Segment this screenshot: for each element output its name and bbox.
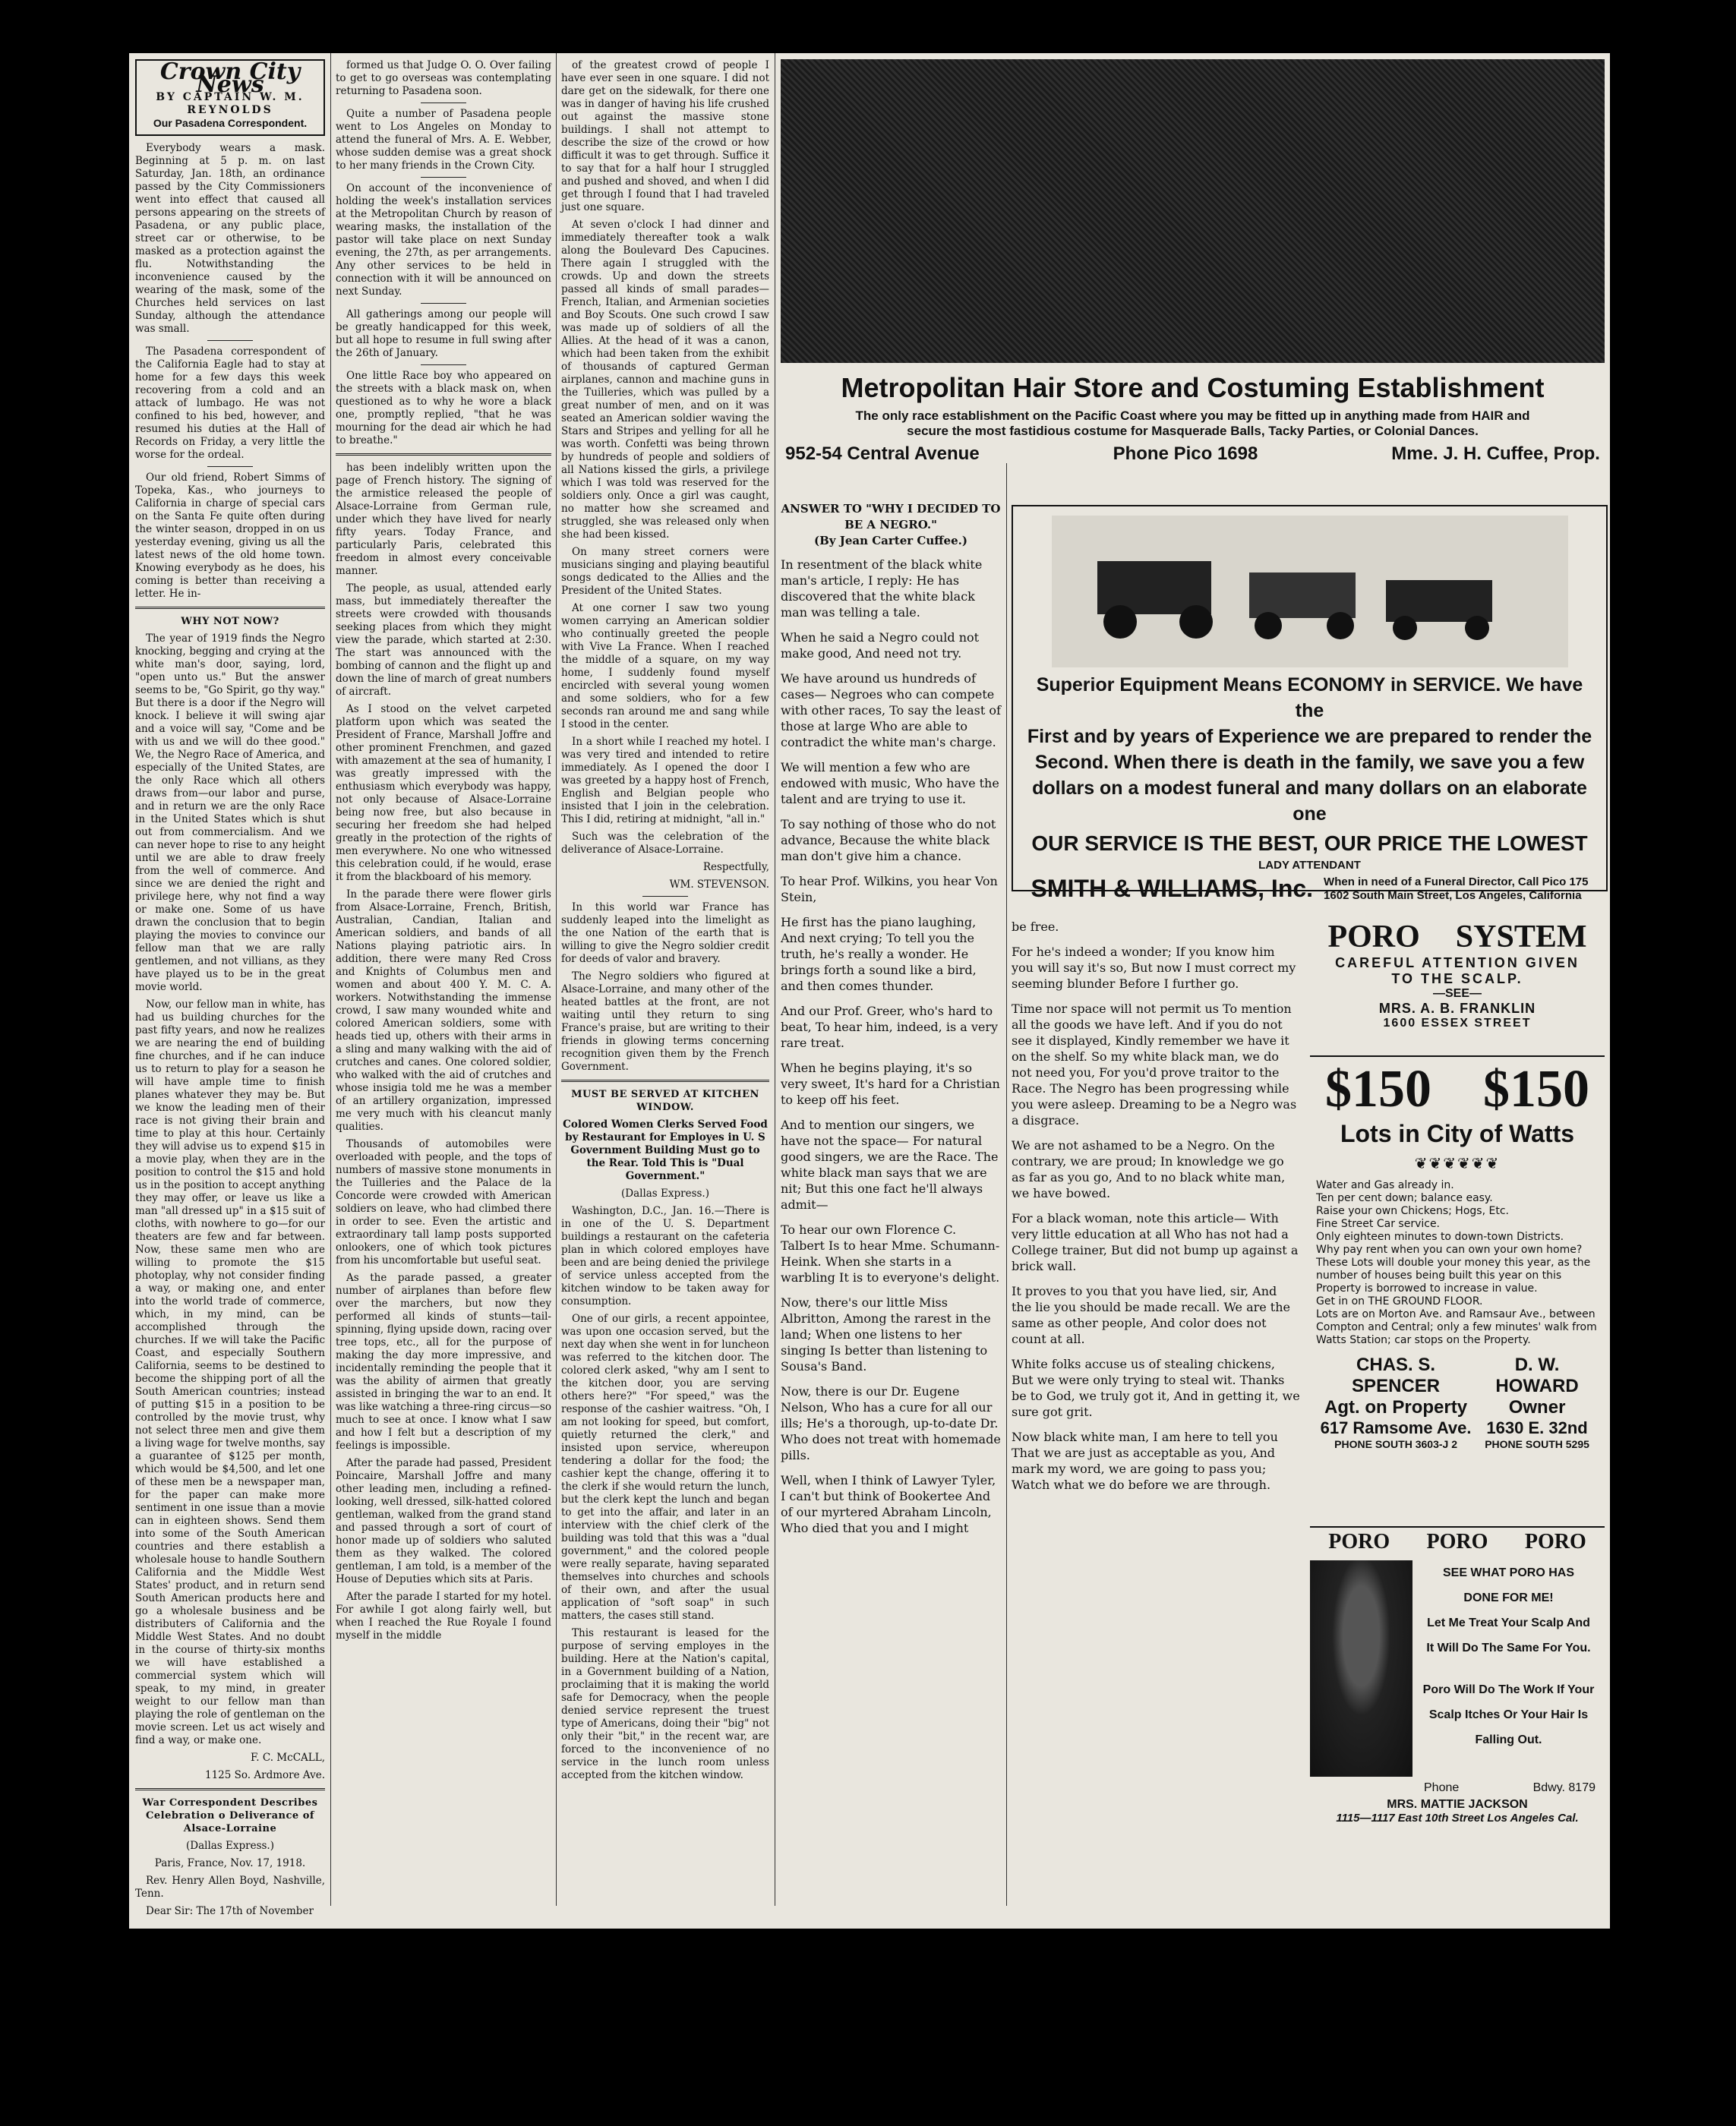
funeral-line: Superior Equipment Means ECONOMY in SERVICE. We have the: [1036, 674, 1583, 721]
paragraph: In a short while I reached my hotel. I was very tired and intended to retire immediately. As I opened the door I was greeted by a happy host of French, English and Belgian people who insisted that I join in the celebration. This I did, retiring at midnight, "all in.": [561, 736, 769, 825]
poem-stanza: When he begins playing, it's so very sweet, It's hard for a Christian to keep off his feet.: [781, 1061, 1000, 1107]
funeral-ad-text: [1013, 672, 1606, 827]
poem-stanza: be free.: [1012, 919, 1059, 934]
paragraph: formed us that Judge O. O. Over failing to get to go overseas was contemplating returning to Pasadena soon.: [336, 59, 551, 97]
source-credit: (Dallas Express.): [620, 1188, 709, 1200]
paragraph: The Pasadena correspondent of the California Eagle had to stay at home for a few days this week recovering from a cold and an attack of lumbago. He was not confined to his bed, however, and resumed his duties at the Hall of Records on Friday, a very little the worse for the ordeal.: [135, 345, 325, 461]
poem-stanza: Time nor space will not permit us To mention all the goods we have left. And if you do not see it displayed, Kindly remember we have it on the shelf. So my white black man, we do not need you, For you'd prove traitor to the Race. The Negro has been progressing while you were asleep. Dreaming to be a Negro was a disgrace.: [1012, 1001, 1297, 1128]
poro-subtitle: TO THE SCALP.: [1391, 971, 1523, 986]
poem-stanza: We are not ashamed to be a Negro. On the contrary, we are proud; In knowledge we go as far as you go, And to no black white man, we have bowed.: [1012, 1138, 1286, 1200]
poem-stanza: And to mention our singers, we have not the space— For natural good singers, we are the Race. The white black man says that we are nit; But this one fact he'll always admit—: [781, 1118, 999, 1212]
jackson-text: [1412, 1560, 1605, 1777]
poem-right: [1012, 919, 1300, 1906]
jackson-headers: [1310, 1530, 1605, 1554]
jackson-phone: [1310, 1777, 1605, 1795]
jackson-line: It Will Do The Same For You.: [1426, 1642, 1591, 1654]
newspaper-page: [129, 53, 1610, 1929]
owner-phone: PHONE SOUTH 5295: [1485, 1438, 1589, 1450]
column-divider: [556, 53, 557, 1906]
paragraph: Our old friend, Robert Simms of Topeka, Kas., who journeys to California in charge of special cars on the Santa Fe quite often during the winter season, dropped in on us yesterday evening, giving us all the latest news of the old home town. Knowing everybody as he does, his coming is better than receiving a letter. He in-: [135, 472, 325, 600]
funeral-line: First and by years of Experience we are prepared to render the: [1027, 726, 1592, 747]
paragraph: After the parade I started for my hotel. For awhile I got along fairly well, but when I reached the Rue Royale I found myself in the middle: [336, 1591, 551, 1642]
column-divider: [330, 53, 331, 1906]
poem-stanza: Now, there's our little Miss Albritton, Among the rarest in the land; When one listens to her singing Is better than listening to Sousa's Band.: [781, 1295, 991, 1374]
masthead-title: Crown City News: [159, 58, 301, 98]
jackson-line: Falling Out.: [1475, 1733, 1542, 1746]
lots-details: [1310, 1179, 1605, 1347]
poro-subtitle: CAREFUL ATTENTION GIVEN: [1335, 955, 1580, 970]
funeral-footer: [1013, 875, 1606, 903]
article-headline: War Correspondent Describes Celebration o Deliverance of Alsace-Lorraine: [142, 1797, 318, 1834]
portrait-photo: [1310, 1560, 1412, 1777]
paragraph: The year of 1919 finds the Negro knocking, begging and crying at the white man's door, saying, lord, "open unto us." But the answer seems to be, "Go Spirit, go thy way." But there is a door if the Negro will knock. I believe it will swing ajar and a voice will say, "Come and be with us and we will do thee good." We, the Negro Race of America, and especially of the United States, are the only Race which all others draws from—our labor and purse, and in return we are the only Race in the United States which is shut out from commercialism. And we can never hope to rise to any height until we are able to draw freely from the well of commerce. And since we are denied the right and privilege here, why not find a way or make one. Some of us have drawn the conclusion that to begin playing the movies to convince our fellow man that we are rally gentlemen, and not villians, as they have played us to be in the great movie world.: [135, 632, 325, 993]
funeral-line: dollars on a modest funeral and many dollars on an elaborate one: [1032, 778, 1587, 825]
section-rule: [336, 453, 551, 456]
lots-line: Get in on THE GROUND FLOOR.: [1316, 1295, 1483, 1307]
watts-lots-ad: [1310, 1059, 1605, 1528]
paragraph: has been indelibly written upon the page of French history. The signing of the armistice released the people of Alsace-Lorraine from German rule, under which they have lived for nearly fifty years. Today France, and particularly Paris, celebrated this freedom in almost every conceivable manner.: [336, 462, 551, 577]
lots-prices: [1310, 1059, 1605, 1120]
poem-stanza: We have around us hundreds of cases— Negroes who can compete with other races, To say the least of those at large Who are able to contradict the white man's charge.: [781, 671, 1001, 749]
lots-line: Only eighteen minutes to down-town Districts.: [1316, 1231, 1564, 1243]
poro-header: PORO: [1524, 1530, 1586, 1553]
poem-stanza: He first has the piano laughing, And next crying; To tell you the truth, he's really a wonder. He brings forth a sound like a bird, and then comes thunder.: [781, 915, 977, 993]
lots-price: $150: [1483, 1060, 1589, 1118]
owner-name: D. W. HOWARD: [1495, 1355, 1579, 1396]
poro-header: PORO: [1426, 1530, 1488, 1553]
column-1: [135, 58, 325, 1917]
paragraph: This restaurant is leased for the purpose of serving employes in the building. Here at the Nation's capital, in a Government building of a Nation, proclaiming that it is making the world safe for Democracy, when the people denied service represent the truest type of Americans, doing their "big" not only their "bit," in the recent war, are forced to the inconvenience of no service in the lunch room unless accepted from the kitchen window.: [561, 1627, 769, 1781]
poem-stanza: When he said a Negro could not make good, And need not try.: [781, 630, 980, 661]
funeral-attendant: LADY ATTENDANT: [1258, 859, 1361, 872]
poem-stanza: To hear Prof. Wilkins, you hear Von Stein,: [781, 874, 998, 904]
poem-stanza: For a black woman, note this article— With very little education at all Who has not had a College trainer, But did not bump up against a brick wall.: [1012, 1211, 1299, 1273]
lots-line: Lots are on Morton Ave. and Ramsaur Ave., between Compton and Central; only a few minutes' walk from Watts Station; car stops on the Property.: [1316, 1308, 1597, 1346]
agent-phone: PHONE SOUTH 3603-J 2: [1334, 1438, 1457, 1450]
hair-store-photo: [781, 59, 1605, 363]
paragraph: Thousands of automobiles were overloaded with people, and the tops of numbers of massive stone monuments in the Tuilleries and the Palace de la Concorde were crowded with American soldiers on leave, who had climbed there in order to see. Even the artistic and extraordinary tall lamp posts supported onlookers, one of which took pictures from his uncomfortable but useful seat.: [336, 1138, 551, 1266]
article-subhead: Colored Women Clerks Served Food by Restaurant for Employes in U. S Government Building Must go to the Rear. Told This is "Dual Government.": [563, 1118, 768, 1182]
paragraph: After the parade had passed, President Poincaire, Marshall Joffre and many other leading men, including a refined-looking, well dressed, silk-hatted colored gentleman, walked from the grand stand and passed through a sort of court of honor made up of soldiers who saluted them as they walked. The colored gentleman, I am told, is a member of the House of Deputies which sits at Paris.: [336, 1457, 551, 1585]
jackson-name: MRS. MATTIE JACKSON: [1387, 1798, 1528, 1811]
lots-line: Raise your own Chickens; Hogs, Etc.: [1316, 1205, 1509, 1217]
poem-stanza: And our Prof. Greer, who's hard to beat, To hear him, indeed, is a very rare treat.: [781, 1004, 999, 1050]
paragraph: Everybody wears a mask. Beginning at 5 p. m. on last Saturday, Jan. 18th, an ordinance passed by the City Commissioners went into effect that caused all persons appearing on the streets of Pasadena, or any public place, street car or otherwise, to be masked as a protection against the flu. Notwithstanding the inconvenience caused by the wearing of the mask, some of the Churches held services on last Sunday, although the attendance was small.: [135, 142, 325, 335]
funeral-ad: [1012, 505, 1608, 902]
poro-see: —SEE—: [1432, 987, 1482, 1000]
section-rule: [135, 607, 325, 609]
owner-role: Owner: [1508, 1397, 1566, 1418]
jackson-line: Scalp Itches Or Your Hair Is: [1428, 1708, 1589, 1721]
lots-line: Ten per cent down; balance easy.: [1316, 1192, 1493, 1204]
paragraph: As I stood on the velvet carpeted platform upon which was seated the President of France, Marshall Joffre and other prominent Frenchmen, and gazed with amazement at the sea of humanity, I was greatly impressed with the enthusiasm which everybody was happy, not only because of Alsace-Lorraine being now free, but also because in securing her freedom she had helped greatly in the protection of the rights of men everywhere. No one who witnessed this celebration could, if he would, erase it from the blackboard of his memory.: [336, 703, 551, 883]
paragraph: Such was the celebration of the deliverance of Alsace-Lorraine.: [561, 831, 769, 856]
funeral-contact: [1324, 875, 1588, 903]
poem-stanza: Now black white man, I am here to tell you That we are just as acceptable as you, And mark my word, we are going to pass you; Watch what we do before we are through.: [1012, 1430, 1278, 1492]
paragraph: On many street corners were musicians singing and playing beautiful songs dedicated to the Allies and the President of the United States.: [561, 546, 769, 597]
paragraph: One little Race boy who appeared on the streets with a black mask on, when questioned as to why he wore a black one, promptly replied, "that he was mourning for the dead air which he had to breathe.": [336, 370, 551, 446]
column-3: [561, 59, 769, 1904]
article-headline: MUST BE SERVED AT KITCHEN WINDOW.: [571, 1089, 759, 1113]
jackson-line: DONE FOR ME!: [1463, 1591, 1554, 1604]
article-headline: WHY NOT NOW?: [181, 616, 279, 627]
hearse-icon: [1052, 516, 1568, 667]
paragraph: The Negro soldiers who figured at Alsace-Lorraine, and many other of the heated battles at the front, are not waiting until they return to sing France's praise, but are writing to their friends in glowing terms concerning recognition given them by the French Government.: [561, 970, 769, 1073]
agent-name: CHAS. S. SPENCER: [1352, 1355, 1441, 1396]
poro-title: [1310, 919, 1605, 955]
poem-stanza: In resentment of the black white man's article, I reply: He has discovered that the white black man was telling a tale.: [781, 557, 983, 620]
section-rule: [561, 1080, 769, 1082]
jackson-line: SEE WHAT PORO HAS: [1442, 1566, 1575, 1579]
spacer: [1412, 1661, 1605, 1677]
jackson-body: [1310, 1560, 1605, 1777]
addressee: Rev. Henry Allen Boyd, Nashville, Tenn.: [135, 1875, 325, 1900]
lots-line: Why pay rent when you can own your own home?: [1316, 1244, 1583, 1256]
lots-price: $150: [1325, 1060, 1431, 1118]
paragraph: Now, our fellow man in white, has had us building churches for the past fifty years, and now he realizes we are nearing the end of building fine churches, and if he can induce us to return to play for a season he will have ample time to finish planes whatever they may be. But we know the leading men of their race is not giving their brain and time to play at this hour. Certainly they will advise us to expend $15 in a movie play, when they are in the position to control the $15 and hold us in the position to accept anything they may offer, or leave us like a man "all dressed up" in a $15 suit of cloths, with nowhere to go—for our theaters are few and far between. Now, these same men who are willing to promote the $15 photoplay, why not consider finding a way, or making one, and enter into the world trade of commerce, which, in my mind, can be accomplished through the churches. If we will take the Pacific Coast, and especially Southern California, seems to be destined to become the shipping port of all the South American countries; instead of putting $15 in a position to be controlled by the movie trust, why not select three men and give them a living wage for twelve months, say a guarantee of $125 per month, which would be $4,500, and let one of these men be a newspaper man, for the paper can make more sentiment in one issue than a movie can in eighteen shows. Send them into some of the South American countries and there establish a wholesale house to handle Southern California and the Middle West States' product, and in return send South American products here and go a wholesale business and be distributers of California and the Middle West States. And no doubt in the course of thirty-six months we will have established a commercial system which will speak, to my mind, in greater weight to our fellow man than playing the role of gentleman on the movie screen. Let us act wisely and find a way, or make one.: [135, 998, 325, 1746]
hair-store-line: The only race establishment on the Pacific Coast where you may be fitted up in anything made from HAIR and: [855, 408, 1530, 423]
jackson-address: 1115—1117 East 10th Street Los Angeles Cal.: [1336, 1812, 1579, 1825]
paragraph: In this world war France has suddenly leaped into the limelight as the one Nation of the earth that is willing to give the Negro soldier credit for deeds of valor and bravery.: [561, 901, 769, 965]
paragraph: As the parade passed, a greater number of airplanes than before flew over the marchers, but now they performed all kinds of stunts—tail-spinning, flying upside down, racing over tree tops, etc., all for the purpose of making the day more impressive, and incidentally reminding the people that it was the ability of airmen that greatly assisted in bringing the war to an end. It was like watching a three-ring circus—so much to see at once. I know what I saw and how I felt but a description of my feelings is impossible.: [336, 1272, 551, 1452]
hair-store-proprietor: Mme. J. H. Cuffee, Prop.: [1391, 443, 1600, 464]
poem-stanza: Now, there is our Dr. Eugene Nelson, Who has a cure for all our ills; He's a thorough, up-to-date Dr. Who does not treat with homemade pills.: [781, 1384, 1001, 1462]
paragraph: One of our girls, a recent appointee, was upon one occasion served, but the next day when she went in for luncheon was referred to the kitchen door. The colored clerk asked, "why am I sent to the kitchen door, you are serving others here?" "For speed," was the response of the cashier waitress. "Oh, I am not looking for speed, but comfort, quietly returned the clerk," and insisted upon service, whereupon tendering a dollar for the food; the cashier kept the change, offering it to the clerk if she would return the lunch, but the clerk kept the lunch and began to get into the affair, and later in an interview with the chief clerk of the building was told that this was a "dual government," and the colored people were really separate, having separated themselves into churches and schools of their own, and after the usual application of "soft soap" in such matters, the cases still stand.: [561, 1313, 769, 1622]
paragraph: At seven o'clock I had dinner and immediately thereafter took a walk along the Boulevard Des Capucines. There again I struggled with the crowds. Up and down the streets passed all kinds of small parades—French, Italian, and Armenian societies and Boy Scouts. One such crowd I saw was made up of soldiers of all the Allies. At the head of it was a canon, which had been taken from the exhibit of thousands of captured German airplanes, cannon and machine guns in the Tuilleries, which was pulled by a great number of men, and on it was seated an American soldier waving the Stars and Stripes and yelling for all he was worth. Confetti was being thrown by hundreds of people and soldiers of all Nations kissed the girls, a privilege which I was told was reserved for the soldiers only. Once a girl was caught, no matter how she screamed and struggled, she was released only when she had been kissed.: [561, 219, 769, 541]
owner-address: 1630 E. 32nd: [1486, 1418, 1588, 1437]
poem-left: [781, 501, 1001, 1906]
hair-store-title: Metropolitan Hair Store and Costuming Establishment: [841, 372, 1545, 403]
crown-city-masthead: [135, 59, 325, 136]
poro-title-word: SYSTEM: [1455, 919, 1587, 954]
lots-headline: Lots in City of Watts: [1340, 1120, 1575, 1147]
section-rule: [135, 1788, 325, 1790]
lots-line: Water and Gas already in.: [1316, 1179, 1454, 1191]
hair-store-ad: [781, 366, 1605, 464]
poem-stanza: For he's indeed a wonder; If you know him you will say it's so, But now I must correct my seeming blunder Before I further go.: [1012, 945, 1296, 991]
jackson-line: Let Me Treat Your Scalp And: [1427, 1617, 1590, 1629]
lots-contacts: [1310, 1347, 1605, 1450]
divider: [642, 896, 688, 897]
paragraph: In the parade there were flower girls from Alsace-Lorraine, French, British, Australian, Candian, Italian and American soldiers, and bands of all Nations playing patriotic airs. In addition, there were many Red Cross and Knights of Columbus men and women and about 400 Y. M. C. A. workers. Notwithstanding the immense crowd, I saw many wounded white and colored American soldiers, some with heads tied up, others with their arms in a sling and many walking with the aid of crutches and canes. One colored soldier, who walked with the aid of crutches and whose insigia told me he was a member of an artillery organization, impressed me very much with his cleancut manly qualities.: [336, 888, 551, 1133]
poro-address: 1600 ESSEX STREET: [1383, 1017, 1532, 1030]
ornament-divider: ❦❦❦❦❦❦: [1414, 1156, 1501, 1172]
hair-store-address: 952-54 Central Avenue: [785, 443, 980, 464]
lots-agent: [1316, 1355, 1476, 1450]
poem-title: ANSWER TO "WHY I DECIDED TO BE A NEGRO.": [781, 502, 1001, 532]
divider: [421, 364, 466, 365]
poro-title-word: PORO: [1327, 919, 1420, 954]
paragraph: At one corner I saw two young women carrying an American soldier who continually greeted the people with Vive La France. When I reached the middle of a square, on my way home, I suddenly found myself encircled with several young women and some soldiers, who for a few seconds ran around me and sang while I stood in the center.: [561, 602, 769, 730]
signature: F. C. McCALL,: [251, 1752, 325, 1764]
salutation: Dear Sir: The 17th of November: [146, 1905, 314, 1917]
paragraph: The people, as usual, attended early mass, but immediately thereafter the streets were crowded with thousands seeking places from which they might view the parade, which started at 2:30. The start was announced with the bombing of cannon and the flight up and down the line of march of great numbers of aircraft.: [336, 582, 551, 698]
lots-line: These Lots will double your money this year, as the number of houses being built this year on this Property is borrowed to increase in value.: [1316, 1257, 1591, 1295]
signature-address: 1125 So. Ardmore Ave.: [205, 1769, 325, 1781]
column-divider: [1006, 463, 1007, 1906]
paragraph: All gatherings among our people will be greatly handicapped for this week, but all hope to resume in full swing after the 26th of January.: [336, 308, 551, 359]
automobile-photo: [1052, 516, 1568, 667]
funeral-note: When in need of a Funeral Director, Call Pico 175: [1324, 875, 1589, 888]
jackson-line: Poro Will Do The Work If Your: [1422, 1683, 1595, 1696]
divider: [421, 177, 466, 178]
lots-owner: [1476, 1355, 1599, 1450]
divider: [207, 340, 253, 341]
poem-stanza: White folks accuse us of stealing chickens, But we were only trying to steal wit. Thanks be to God, we truly got it, And in getting it, we sure got grit.: [1012, 1357, 1300, 1419]
hair-store-phone: Phone Pico 1698: [1113, 443, 1258, 464]
poem-stanza: Well, when I think of Lawyer Tyler, I can't but think of Bookertee And of our myrtered Abraham Lincoln, Who died that you and I might: [781, 1473, 996, 1535]
lots-line: Fine Street Car service.: [1316, 1218, 1441, 1230]
hair-store-footer: [781, 443, 1605, 465]
poro-contact-name: MRS. A. B. FRANKLIN: [1378, 1001, 1536, 1016]
paragraph: Quite a number of Pasadena people went to Los Angeles on Monday to attend the funeral of Mrs. A. E. Webber, whose sudden demise was a great shock to her many friends in the Crown City.: [336, 108, 551, 172]
poro-system-ad: [1310, 919, 1605, 1057]
poro-jackson-ad: [1310, 1530, 1605, 1906]
paragraph: On account of the inconvenience of holding the week's installation services at the Metropolitan Church by reason of wearing masks, the installation of the pastor will take place on next Sunday evening, the 27th, as per arrangements. Any other services to be held in connection with it will be announced on next Sunday.: [336, 182, 551, 298]
signature: WM. STEVENSON.: [669, 878, 769, 891]
poem-stanza: To say nothing of those who do not advance, Because the white black man don't give him a chance.: [781, 817, 996, 863]
funeral-line: Second. When there is death in the family, we save you a few: [1034, 752, 1585, 773]
masthead-byline: BY CAPTAIN W. M. REYNOLDS: [156, 91, 305, 116]
poem-stanza: To hear our own Florence C. Talbert Is to hear Mme. Schumann-Heink. When she starts in a warbling It is to everyone's delight.: [781, 1222, 1000, 1285]
poem-stanza: We will mention a few who are endowed with music, Who have the talent and are trying to use it.: [781, 760, 999, 806]
hair-store-line: secure the most fastidious costume for Masquerade Balls, Tacky Parties, or Colonial Dances.: [907, 424, 1479, 438]
divider: [421, 303, 466, 304]
poem-stanza: It proves to you that you have lied, sir, And the lie you should be made recall. We are the same as other people, And color does not count at all.: [1012, 1284, 1291, 1346]
signature: Respectfully,: [702, 861, 769, 873]
funeral-firm-name: SMITH & WILLIAMS, Inc.: [1031, 875, 1314, 902]
masthead-subtitle: Our Pasadena Correspondent.: [153, 117, 308, 129]
funeral-slogan: OUR SERVICE IS THE BEST, OUR PRICE THE LOWEST: [1031, 831, 1588, 855]
paragraph: of the greatest crowd of people I have ever seen in one square. I did not dare get on the sidewalk, for there one was in danger of having his life crushed out against the massive stone buildings. I shall not attempt to describe the size of the crowd or how difficult it was to get through. Suffice it to say that for a half hour I struggled and pushed and shoved, and when I did get through I found that I had traveled just one square.: [561, 59, 769, 213]
agent-role: Agt. on Property: [1324, 1397, 1468, 1418]
phone-number: Bdwy. 8179: [1532, 1781, 1596, 1794]
paragraph: Washington, D.C., Jan. 16.—There is in one of the U. S. Department buildings a restaurant on the cafeteria plan in which colored employes have been and are being denied the privilege of service unless accepted from the kitchen window to be taken away for consumption.: [561, 1205, 769, 1307]
poem-author: (By Jean Carter Cuffee.): [814, 534, 967, 547]
source-credit: (Dallas Express.): [185, 1840, 274, 1852]
agent-address: 617 Ramsome Ave.: [1320, 1418, 1472, 1437]
phone-label: Phone: [1424, 1781, 1460, 1794]
divider: [207, 466, 253, 467]
dateline: Paris, France, Nov. 17, 1918.: [154, 1857, 306, 1869]
funeral-note: 1602 South Main Street, Los Angeles, California: [1324, 888, 1582, 902]
column-2: [336, 59, 551, 1904]
poro-header: PORO: [1328, 1530, 1390, 1553]
